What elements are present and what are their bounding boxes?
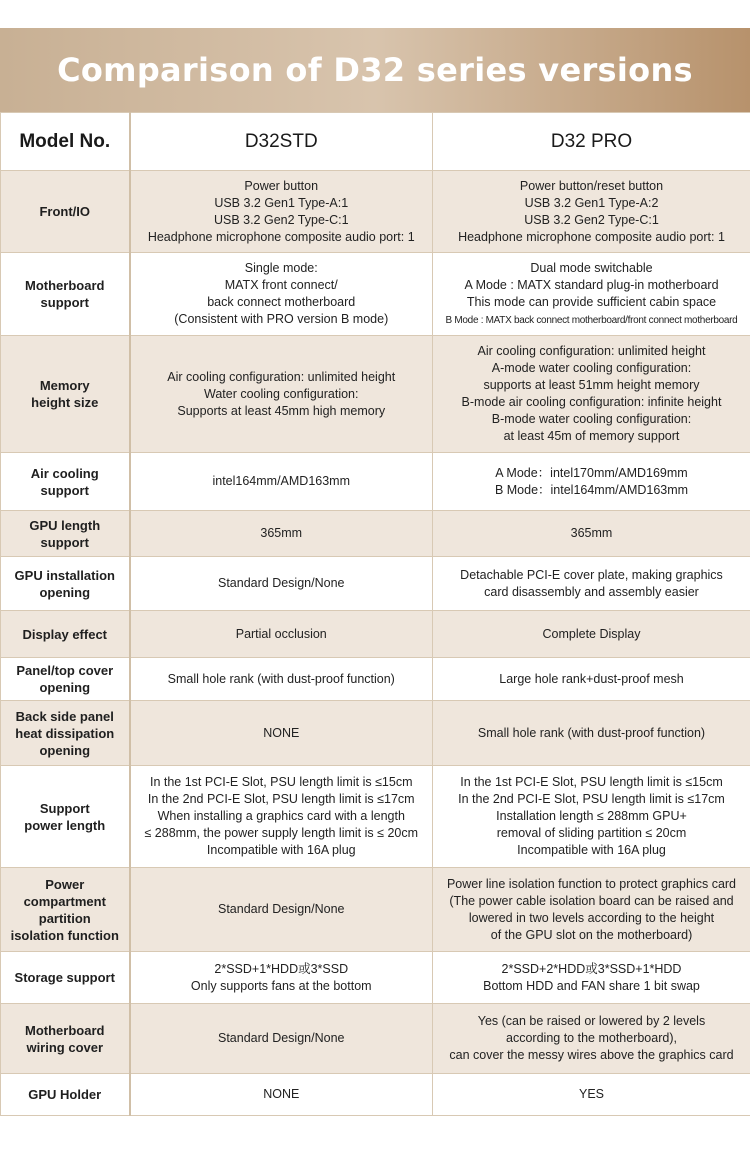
pro-cell: Detachable PCI-E cover plate, making graphics card disassembly and assembly easier [433, 557, 750, 611]
table-row [1, 658, 750, 701]
pro-cell-small-text: B Mode : MATX back connect motherboard/front connect motherboard [445, 314, 738, 326]
row-label: Panel/top cover opening [1, 658, 130, 701]
pro-cell: Air cooling configuration: unlimited height A-mode water cooling configuration: supports at least 51mm height memory B-mode air cooling configuration: infinite height B-mode water cooling configuration: at least 45m of memory support [433, 336, 750, 453]
std-cell: 365mm [130, 511, 433, 557]
table-row [1, 453, 750, 511]
pro-cell: YES [433, 1074, 750, 1116]
pro-cell-text: Dual mode switchable A Mode : MATX standard plug-in motherboard This mode can provide sufficient cabin space [464, 260, 719, 309]
table-row [1, 701, 750, 766]
table-row [1, 1074, 750, 1116]
pro-cell: In the 1st PCI-E Slot, PSU length limit is ≤15cm In the 2nd PCI-E Slot, PSU length limit is ≤17cm Installation length ≤ 288mm GPU+ removal of sliding partition ≤ 20cm Incompatible with 16A plug [433, 766, 750, 868]
table-row [1, 868, 750, 952]
header-row [1, 113, 750, 171]
row-label: GPU installation opening [1, 557, 130, 611]
std-cell: intel164mm/AMD163mm [130, 453, 433, 511]
std-cell: In the 1st PCI-E Slot, PSU length limit is ≤15cm In the 2nd PCI-E Slot, PSU length limit is ≤17cm When installing a graphics card with a length ≤ 288mm, the power supply length limit is ≤ 20cm Incompatible with 16A plug [130, 766, 433, 868]
pro-cell: 365mm [433, 511, 750, 557]
std-cell: Single mode: MATX front connect/ back connect motherboard (Consistent with PRO version B mode) [130, 253, 433, 336]
table-row [1, 171, 750, 253]
table-row [1, 1004, 750, 1074]
pro-cell: Complete Display [433, 611, 750, 658]
std-cell: Air cooling configuration: unlimited height Water cooling configuration: Supports at least 45mm high memory [130, 336, 433, 453]
header-d32pro: D32 PRO [433, 113, 750, 171]
header-d32std: D32STD [130, 113, 433, 171]
pro-cell [433, 253, 750, 336]
std-cell: 2*SSD+1*HDD或3*SSD Only supports fans at the bottom [130, 952, 433, 1004]
pro-cell: Power line isolation function to protect graphics card (The power cable isolation board can be raised and lowered in two levels according to the height of the GPU slot on the motherboard) [433, 868, 750, 952]
row-label: GPU length support [1, 511, 130, 557]
std-cell: Standard Design/None [130, 868, 433, 952]
table-row [1, 253, 750, 336]
table-row [1, 336, 750, 453]
table-row [1, 511, 750, 557]
pro-cell: A Mode：intel170mm/AMD169mm B Mode：intel164mm/AMD163mm [433, 453, 750, 511]
pro-cell: Small hole rank (with dust-proof function) [433, 701, 750, 766]
row-label: Back side panel heat dissipation opening [1, 701, 130, 766]
row-label: Display effect [1, 611, 130, 658]
table-row [1, 557, 750, 611]
table-row [1, 766, 750, 868]
row-label: Air cooling support [1, 453, 130, 511]
pro-cell: Power button/reset button USB 3.2 Gen1 Type-A:2 USB 3.2 Gen2 Type-C:1 Headphone microphone composite audio port: 1 [433, 171, 750, 253]
std-cell: NONE [130, 1074, 433, 1116]
row-label: Motherboard support [1, 253, 130, 336]
std-cell: Standard Design/None [130, 1004, 433, 1074]
row-label: Storage support [1, 952, 130, 1004]
row-label: Support power length [1, 766, 130, 868]
comparison-table [0, 112, 750, 1116]
row-label: Front/IO [1, 171, 130, 253]
pro-cell: 2*SSD+2*HDD或3*SSD+1*HDD Bottom HDD and FAN share 1 bit swap [433, 952, 750, 1004]
std-cell: NONE [130, 701, 433, 766]
table-row [1, 952, 750, 1004]
pro-cell: Yes (can be raised or lowered by 2 levels according to the motherboard), can cover the messy wires above the graphics card [433, 1004, 750, 1074]
std-cell: Small hole rank (with dust-proof function) [130, 658, 433, 701]
std-cell: Partial occlusion [130, 611, 433, 658]
row-label: GPU Holder [1, 1074, 130, 1116]
page-title: Comparison of D32 series versions [57, 51, 693, 89]
row-label: Power compartment partition isolation function [1, 868, 130, 952]
std-cell: Standard Design/None [130, 557, 433, 611]
row-label: Memory height size [1, 336, 130, 453]
title-banner [0, 28, 750, 112]
std-cell: Power button USB 3.2 Gen1 Type-A:1 USB 3.2 Gen2 Type-C:1 Headphone microphone composite audio port: 1 [130, 171, 433, 253]
pro-cell: Large hole rank+dust-proof mesh [433, 658, 750, 701]
row-label: Motherboard wiring cover [1, 1004, 130, 1074]
header-model: Model No. [1, 113, 130, 171]
table-row [1, 611, 750, 658]
